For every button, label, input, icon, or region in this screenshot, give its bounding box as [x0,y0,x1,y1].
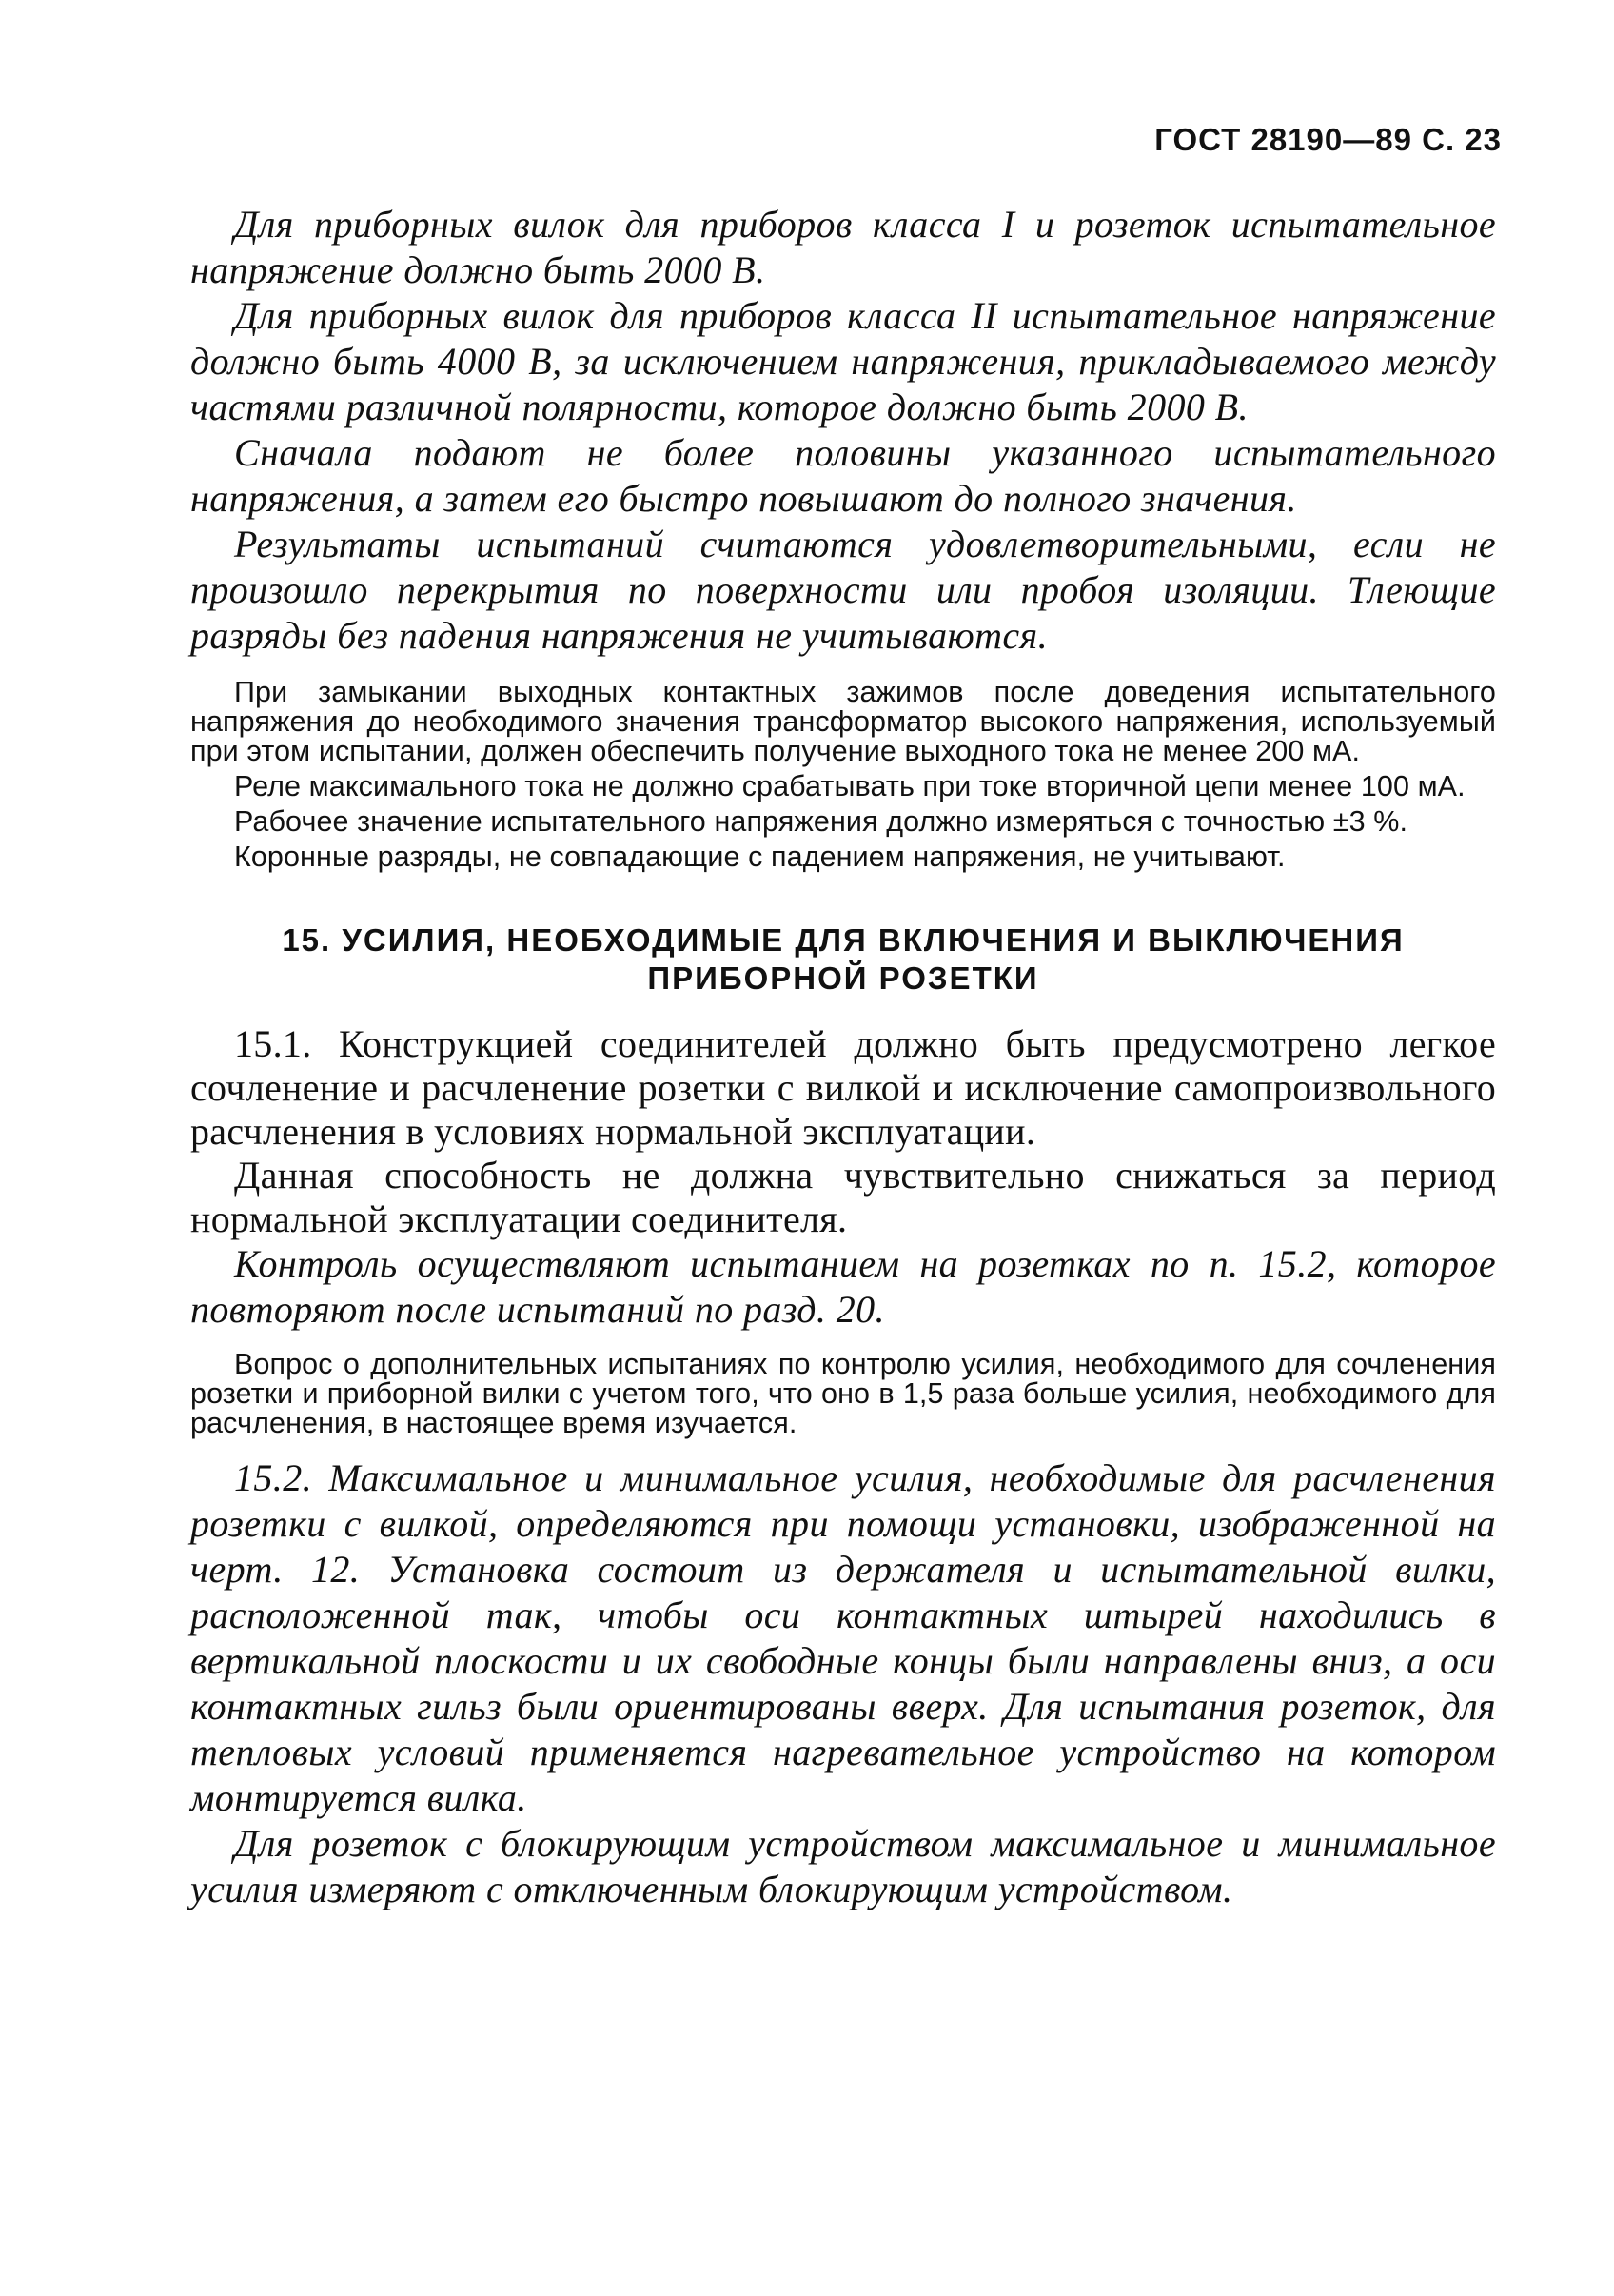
paragraph-test-results: Результаты испытаний считаются удовлетворительными, если не произошло перекрытия по поверхности или пробоя изоляции. Тлеющие разряды без падения напряжения не учитываются. [190,523,1496,657]
paragraph-15-2: 15.2. Максимальное и минимальное усилия, необходимые для расчленения розетки с вилкой, определяются при помощи установки, изображенной на черт. 12. Установка состоит из держателя и испытательной вилки, расположенной так, чтобы оси контактных штырей находились в вертикальной плоскости и их свободные концы были направлены вниз, а оси контактных гильз были ориентированы вверх. Для испытания розеток, для тепловых условий применяется нагревательное устройство на котором монтируется вилка. [190,1456,1496,1819]
note-measurement-accuracy: Рабочее значение испытательного напряжения должно измеряться с точностью ±3 %. [234,805,1408,838]
page-header: ГОСТ 28190—89 С. 23 [1154,122,1502,157]
paragraph-class-1-voltage: Для приборных вилок для приборов класса I и розеток испытательное напряжение должно быть 2000 В. [190,203,1496,291]
note-corona-discharges: Коронные разряды, не совпадающие с падением напряжения, не учитывают. [234,841,1286,873]
paragraph-control: Контроль осуществляют испытанием на розетках по п. 15.2, которое повторяют после испытаний по разд. 20. [190,1242,1496,1331]
paragraph-class-2-voltage: Для приборных вилок для приборов класса II испытательное напряжение должно быть 4000 В, за исключением напряжения, прикладываемого между частями различной полярности, которое должно быть 2000 В. [190,294,1496,428]
paragraph-blocking-device: Для розеток с блокирующим устройством максимальное и минимальное усилия измеряют с отключенным блокирующим устройством. [190,1822,1496,1910]
page-content [190,202,1496,1912]
paragraph-15-1: 15.1. Конструкцией соединителей должно быть предусмотрено легкое сочленение и расчленение розетки с вилкой и исключение самопроизвольного расчленения в условиях нормальной эксплуатации. [190,1022,1496,1153]
section-15-heading: 15. УСИЛИЯ, НЕОБХОДИМЫЕ ДЛЯ ВКЛЮЧЕНИЯ И ВЫКЛЮЧЕНИЯ ПРИБОРНОЙ РОЗЕТКИ [282,922,1405,996]
note-additional-tests: Вопрос о дополнительных испытаниях по контролю усилия, необходимого для сочленения розетки и приборной вилки с учетом того, что оно в 1,5 раза больше усилия, необходимого для расчленения, в настоящее время изучается. [190,1348,1496,1439]
note-transformer: При замыкании выходных контактных зажимов после доведения испытательного напряжения до необходимого значения трансформатор высокого напряжения, используемый при этом испытании, должен обеспечить получение выходного тока не менее 200 мА. [190,676,1496,767]
paragraph-capability: Данная способность не должна чувствительно снижаться за период нормальной эксплуатации соединителя. [190,1154,1496,1240]
note-relay: Реле максимального тока не должно срабатывать при токе вторичной цепи менее 100 мА. [234,770,1466,802]
paragraph-voltage-application: Сначала подают не более половины указанного испытательного напряжения, а затем его быстро повышают до полного значения. [190,431,1496,520]
